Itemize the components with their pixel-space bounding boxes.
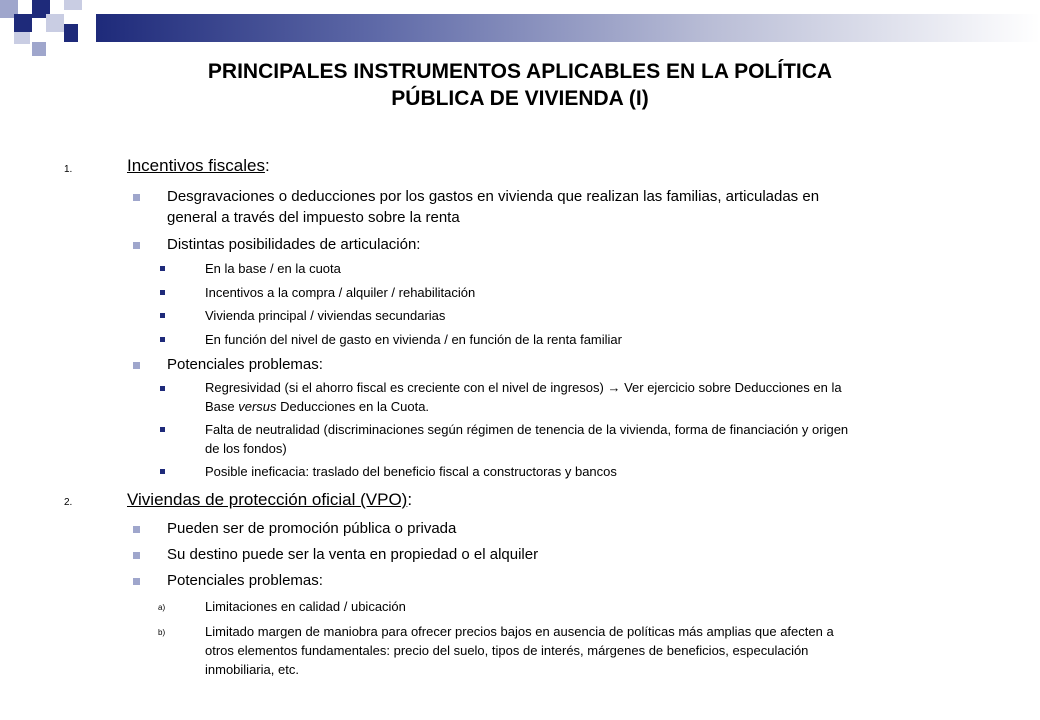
heading-colon: : bbox=[407, 490, 413, 509]
bullet-icon bbox=[133, 552, 140, 559]
sub-bullet-text bbox=[205, 378, 842, 416]
sub-bullet-icon bbox=[160, 427, 165, 432]
sub-bullet-line: Limitado margen de maniobra para ofrecer precios bajos en ausencia de políticas más amplias que afecten a bbox=[205, 624, 834, 639]
italic-text: versus bbox=[238, 399, 277, 414]
bullet-text: Distintas posibilidades de articulación: bbox=[167, 236, 421, 253]
sub-bullet-line: inmobiliaria, etc. bbox=[205, 662, 299, 677]
list-letter: b) bbox=[158, 628, 166, 637]
sub-bullet-icon bbox=[160, 469, 165, 474]
sub-bullet-text: En función del nivel de gasto en vivienda / en función de la renta familiar bbox=[205, 332, 622, 347]
sub-bullet-line bbox=[205, 397, 842, 416]
sub-bullet-text: Vivienda principal / viviendas secundarias bbox=[205, 308, 446, 323]
list-letter: a) bbox=[158, 603, 166, 612]
section-heading-text: Incentivos fiscales bbox=[127, 156, 265, 175]
bullet-text: Potenciales problemas: bbox=[167, 356, 323, 373]
sub-bullet-icon bbox=[160, 266, 165, 271]
sub-bullet-line: otros elementos fundamentales: precio del suelo, tipos de interés, márgenes de beneficios, especulación bbox=[205, 643, 809, 658]
bullet-text-line: Desgravaciones o deducciones por los gastos en vivienda que realizan las familias, articuladas en bbox=[167, 188, 820, 205]
text-span: Base bbox=[205, 399, 239, 414]
bullet-icon bbox=[133, 242, 140, 249]
sub-bullet-line: de los fondos) bbox=[205, 441, 287, 456]
sub-bullet-text bbox=[205, 420, 848, 458]
section-number: 1. bbox=[64, 164, 73, 175]
section-heading bbox=[127, 156, 270, 176]
sub-bullet-text: Posible ineficacia: traslado del beneficio fiscal a constructoras y bancos bbox=[205, 464, 617, 479]
section-heading bbox=[127, 490, 412, 510]
title-line-1: PRINCIPALES INSTRUMENTOS APLICABLES EN LA POLÍTICA bbox=[207, 60, 833, 83]
bullet-icon bbox=[133, 578, 140, 585]
sub-bullet-text: Limitaciones en calidad / ubicación bbox=[205, 599, 406, 614]
sub-bullet-line: Falta de neutralidad (discriminaciones según régimen de tenencia de la vivienda, forma de financiación y origen bbox=[205, 422, 849, 437]
bullet-icon bbox=[133, 526, 140, 533]
sub-bullet-text bbox=[205, 622, 834, 679]
bullet-icon bbox=[133, 194, 140, 201]
heading-colon: : bbox=[264, 156, 270, 175]
text-span: Deducciones en la Cuota. bbox=[276, 399, 430, 414]
section-number: 2. bbox=[64, 497, 73, 508]
sub-bullet-icon bbox=[160, 290, 165, 295]
bullet-text-line: general a través del impuesto sobre la renta bbox=[167, 209, 460, 226]
sub-bullet-text: En la base / en la cuota bbox=[205, 261, 341, 276]
bullet-text: Pueden ser de promoción pública o privada bbox=[167, 520, 457, 537]
sub-bullet-text: Incentivos a la compra / alquiler / rehabilitación bbox=[205, 285, 476, 300]
sub-bullet-icon bbox=[160, 386, 165, 391]
bullet-text: Potenciales problemas: bbox=[167, 572, 323, 589]
sub-bullet-icon bbox=[160, 337, 165, 342]
sub-bullet-icon bbox=[160, 313, 165, 318]
sub-bullet-line: Regresividad (si el ahorro fiscal es creciente con el nivel de ingresos) → Ver ejercicio sobre Deducciones en la bbox=[205, 380, 842, 395]
bullet-icon bbox=[133, 362, 140, 369]
title-line-2: PÚBLICA DE VIVIENDA (I) bbox=[391, 87, 649, 110]
bullet-text bbox=[167, 186, 819, 228]
bullet-text: Su destino puede ser la venta en propiedad o el alquiler bbox=[167, 546, 539, 563]
section-heading-text: Viviendas de protección oficial (VPO) bbox=[127, 490, 408, 509]
